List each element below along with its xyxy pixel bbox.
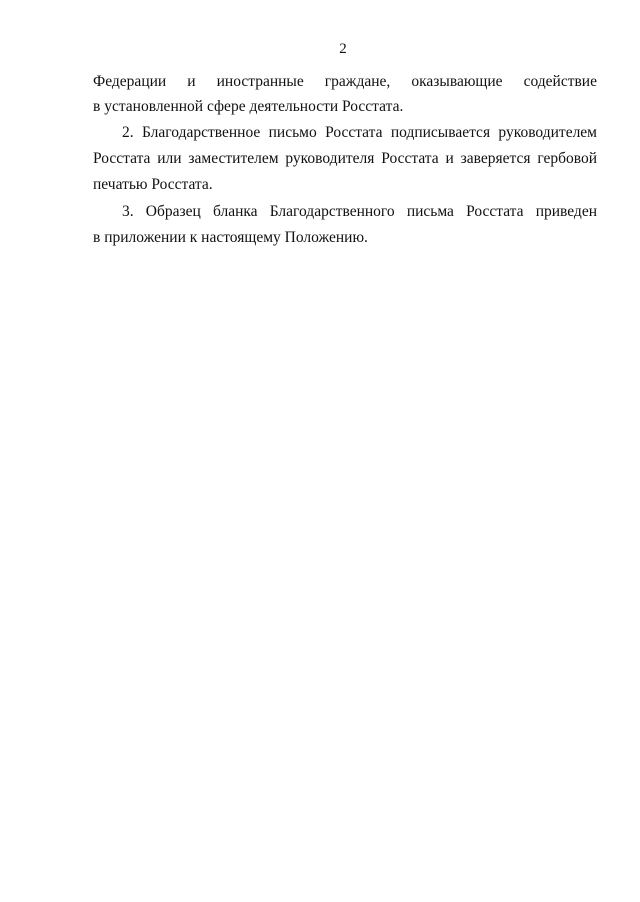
text-line: печатью Росстата. xyxy=(93,176,213,193)
text-line: Росстата или заместителем руководителя Росстата и заверяется гербовой xyxy=(93,150,597,167)
text-line: 3. Образец бланка Благодарственного письма Росстата приведен xyxy=(122,203,597,220)
page-number: 2 xyxy=(339,41,347,57)
text-line: Федерации и иностранные граждане, оказывающие содействие xyxy=(93,73,597,90)
text-line: в приложении к настоящему Положению. xyxy=(93,229,368,246)
text-line: 2. Благодарственное письмо Росстата подписывается руководителем xyxy=(122,124,597,141)
text-line: в установленной сфере деятельности Росстата. xyxy=(93,98,404,115)
